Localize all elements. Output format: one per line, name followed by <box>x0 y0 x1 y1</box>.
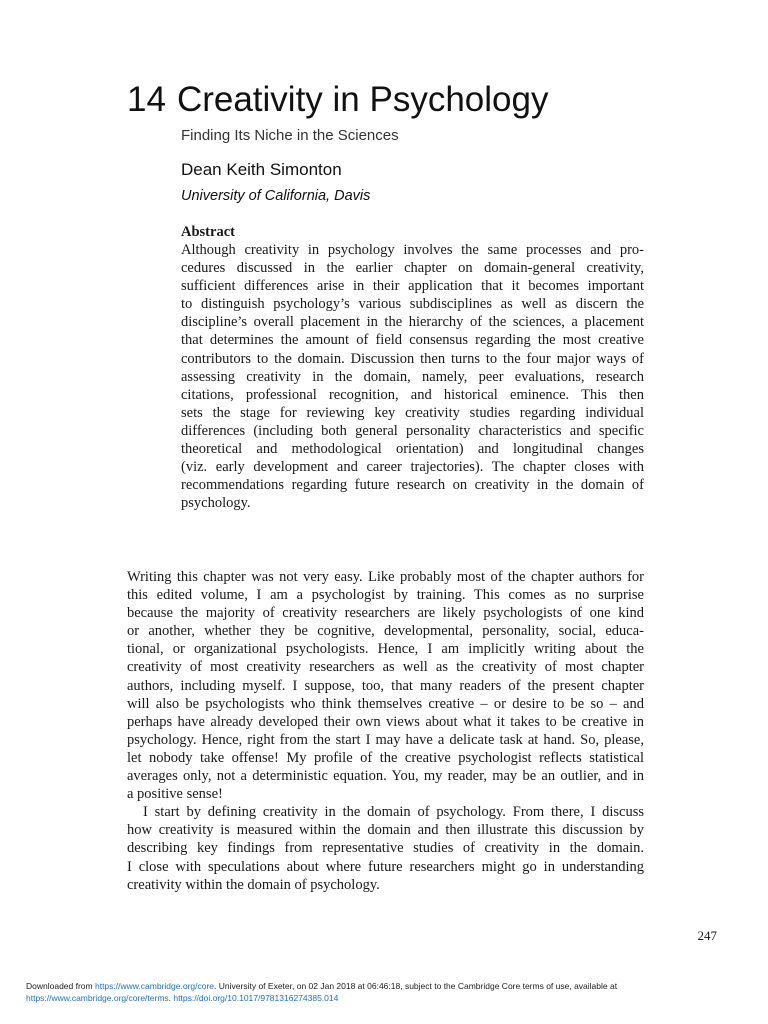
abstract-line: cedures discussed in the earlier chapter on domain-general creativity, <box>181 260 644 277</box>
body-line: this edited volume, I am a psychologist by training. This comes as no surprise <box>127 587 644 604</box>
body-text <box>127 568 644 894</box>
abstract-line: that determines the amount of field consensus regarding the most creative <box>181 332 644 349</box>
abstract-line: discipline’s overall placement in the hierarchy of the sciences, a placement <box>181 314 644 331</box>
abstract-line: to distinguish psychology’s various subdisciplines as well as discern the <box>181 296 644 313</box>
footer-downloaded-from: Downloaded from <box>26 981 95 991</box>
footer-separator: . <box>168 993 174 1003</box>
chapter-title <box>127 78 548 122</box>
body-line: Writing this chapter was not very easy. Like probably most of the chapter authors for <box>127 569 644 585</box>
download-footer <box>26 980 746 1004</box>
body-line: creativity of most creativity researchers as well as the creativity of most chapter <box>127 659 644 676</box>
abstract-line: (viz. early development and career trajectories). The chapter closes with <box>181 459 644 476</box>
chapter-number: 14 <box>127 80 166 119</box>
abstract-line: sufficient differences arise in their application that it becomes important <box>181 278 644 295</box>
chapter-title-text: Creativity in Psychology <box>176 80 549 119</box>
body-line: because the majority of creativity researchers are likely psychologists of one kind <box>127 605 644 622</box>
body-line: perhaps have already developed their own views about what it takes to be creative in <box>127 713 644 730</box>
footer-terms-link[interactable]: https://www.cambridge.org/core/terms <box>26 993 169 1003</box>
abstract-line: recommendations regarding future research on creativity in the domain of <box>181 477 644 494</box>
body-line: tional, or organizational psychologists. Hence, I am implicitly writing about the <box>127 641 644 658</box>
body-line: authors, including myself. I suppose, too, that many readers of the present chapter <box>127 677 644 694</box>
abstract-line: contributors to the domain. Discussion then turns to the four major ways of <box>181 350 644 367</box>
page-number: 247 <box>697 928 717 943</box>
abstract-text <box>181 241 644 512</box>
body-line: a positive sense! <box>127 786 223 803</box>
abstract-line: assessing creativity in the domain, namely, peer evaluations, research <box>181 368 644 385</box>
body-line: will also be psychologists who think themselves creative – or desire to be so – and <box>127 695 644 712</box>
body-line: or another, whether they be cognitive, developmental, personality, social, educa- <box>127 623 644 640</box>
chapter-subtitle: Finding Its Niche in the Sciences <box>181 127 399 144</box>
body-line: how creativity is measured within the domain and then illustrate this discussion by <box>127 822 644 839</box>
abstract-line: sets the stage for reviewing key creativity studies regarding individual <box>181 404 644 421</box>
body-line: creativity within the domain of psychology. <box>127 876 380 893</box>
author-name: Dean Keith Simonton <box>181 160 342 179</box>
abstract-line: Although creativity in psychology involves the same processes and pro- <box>181 242 644 258</box>
author-affiliation: University of California, Davis <box>181 188 371 204</box>
abstract-line: theoretical and methodological orientation) and longitudinal changes <box>181 441 644 458</box>
abstract-line: citations, professional recognition, and historical eminence. This then <box>181 386 644 403</box>
body-line: I close with speculations about where future researchers might go in understanding <box>127 858 644 875</box>
body-line: psychology. Hence, right from the start I may have a delicate task at hand. So, please, <box>127 731 644 748</box>
body-line: describing key findings from representative studies of creativity in the domain. <box>127 840 644 857</box>
body-line: I start by defining creativity in the domain of psychology. From there, I discuss <box>143 804 644 821</box>
abstract-line: psychology. <box>181 495 251 512</box>
abstract-heading: Abstract <box>181 224 235 240</box>
body-line: averages only, not a deterministic equation. You, my reader, may be an outlier, and in <box>127 768 644 785</box>
abstract-line: differences (including both general personality characteristics and specific <box>181 422 644 439</box>
body-line: let nobody take offense! My profile of the creative psychologist reflects statistical <box>127 749 644 766</box>
footer-access-text: . University of Exeter, on 02 Jan 2018 at 06:46:18, subject to the Cambridge Core terms of use, available at <box>214 981 618 991</box>
footer-core-link[interactable]: https://www.cambridge.org/core <box>94 981 215 991</box>
footer-doi-link[interactable]: https://doi.org/10.1017/9781316274385.014 <box>173 993 339 1003</box>
